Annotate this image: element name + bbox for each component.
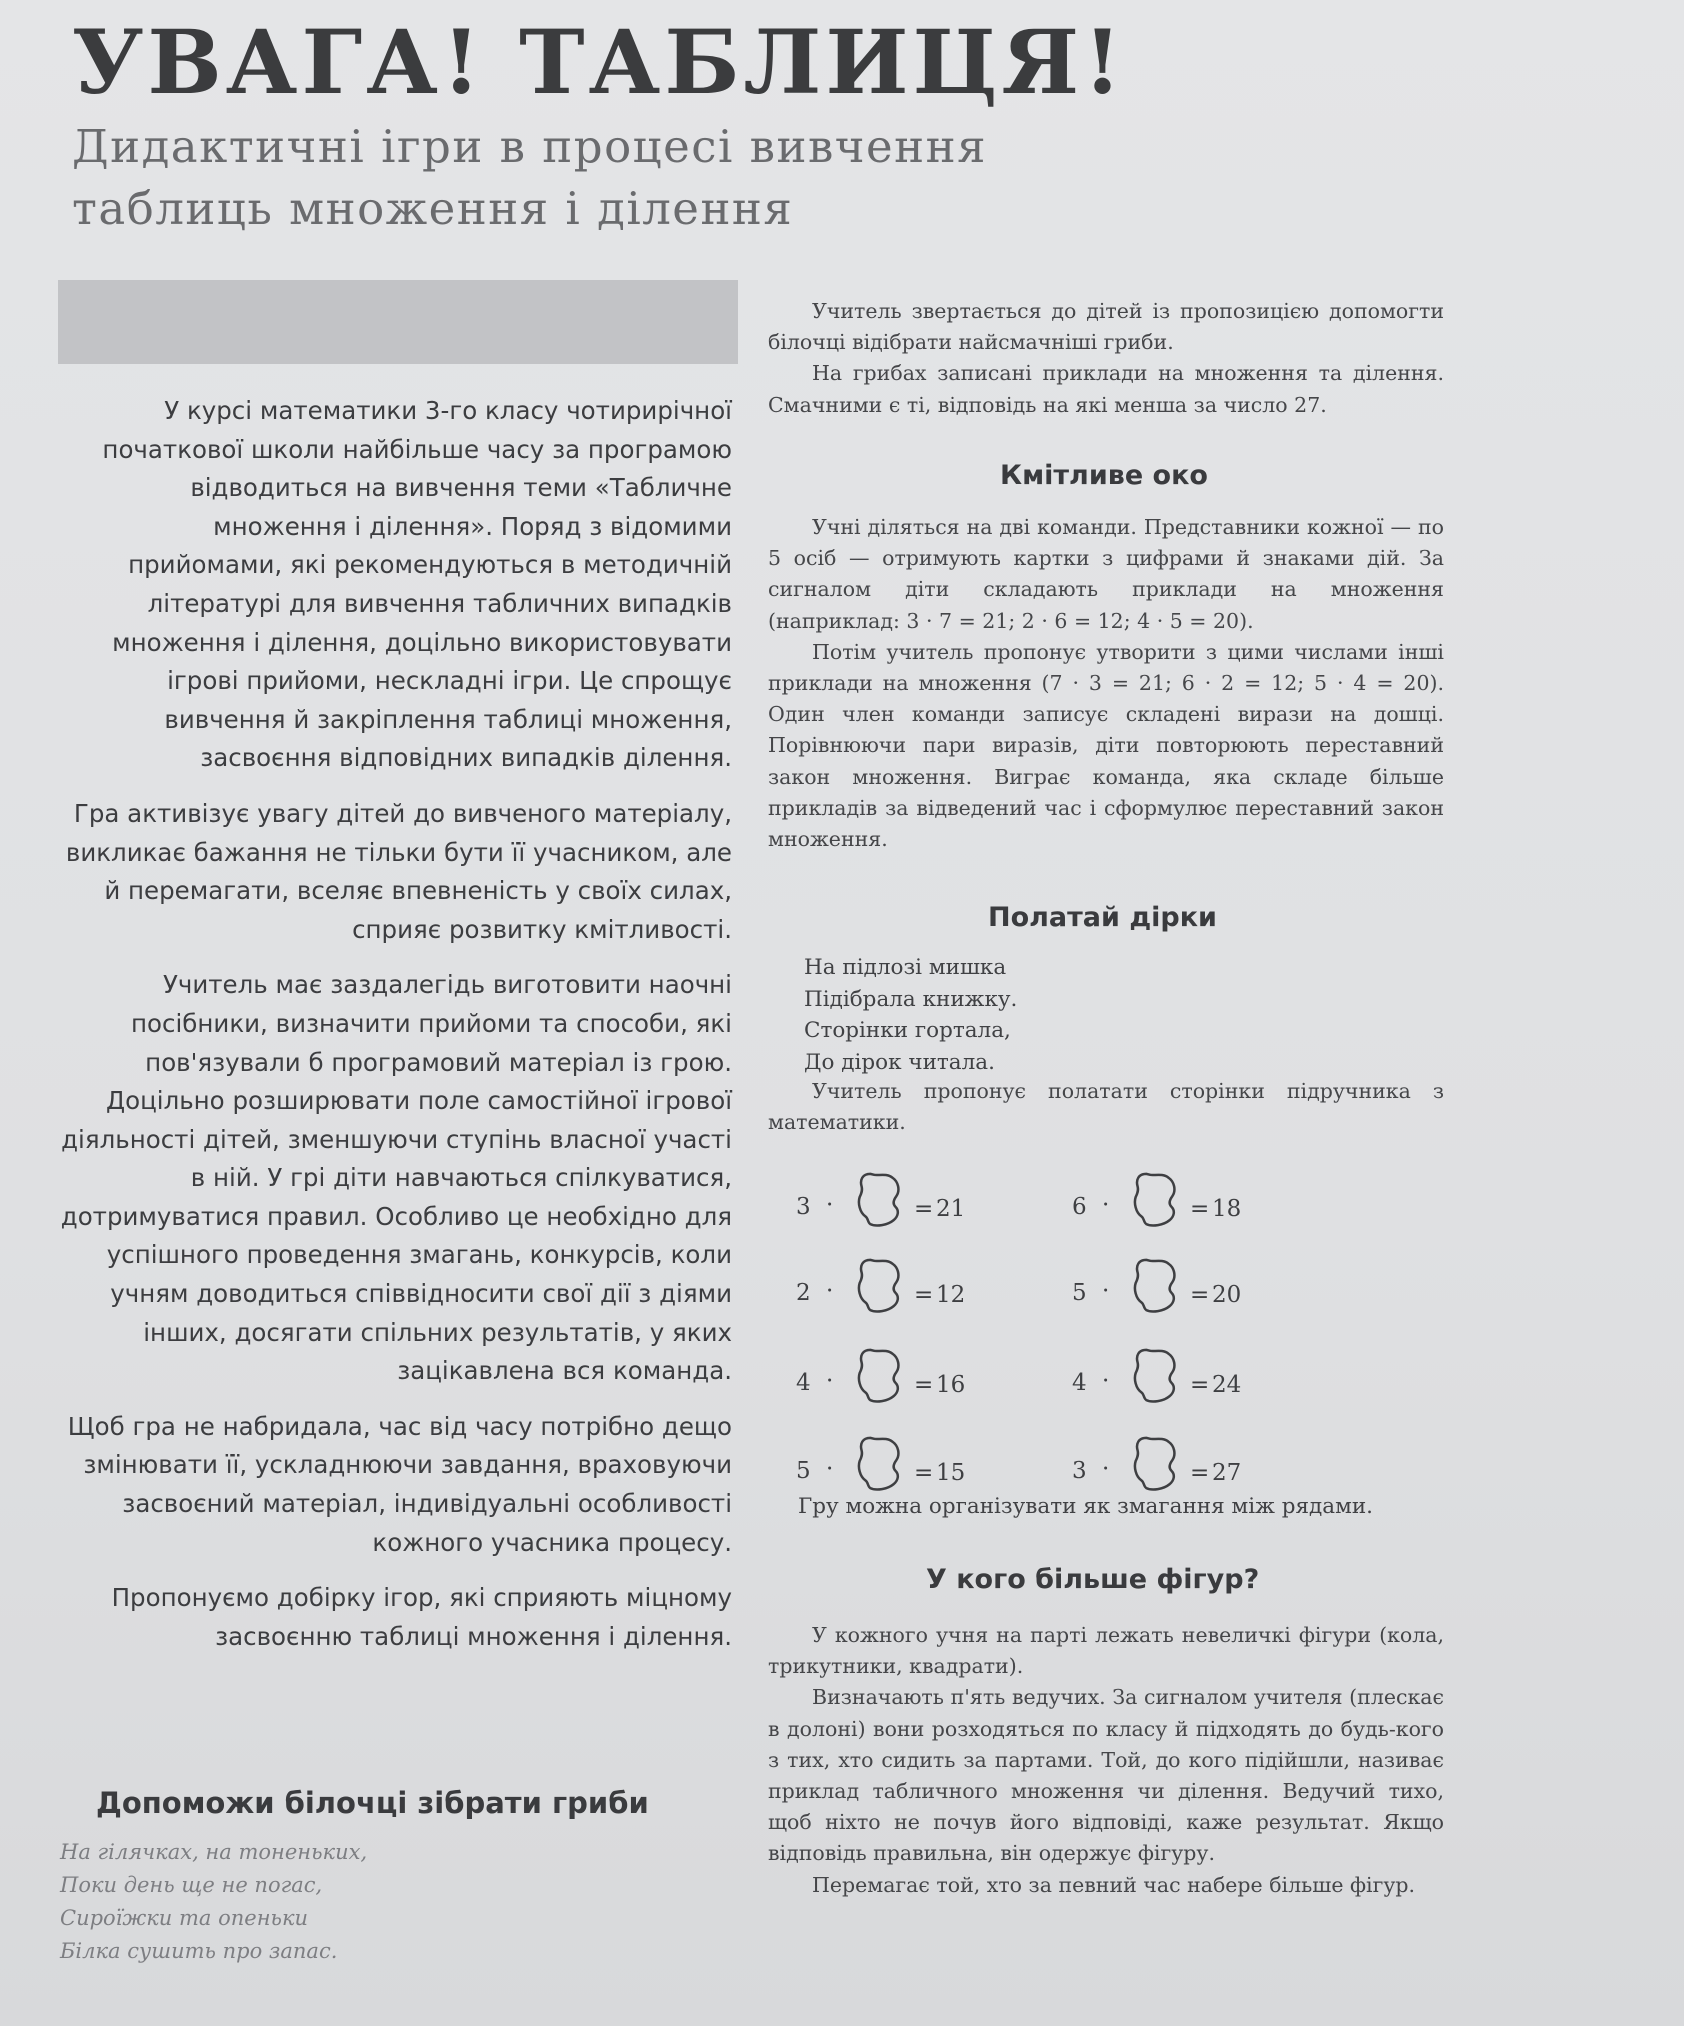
poem-line: Білка сушить про запас. — [60, 1939, 338, 1963]
intro-paragraph: Учитель має заздалегідь виготовити наочні посібники, визначити прийоми та способи, які пов'язували б програмовий матеріал із грою. Доцільно розширювати поле самостійної ігрової діяльності дітей, зменшуючи ступінь власної участі в ній. У грі діти навчаються спілкуватися, дотримуватися правил. Особливо це необхідно для успішного проведення змагань, конкурсів, коли учням доводиться співвідносити свої дії з діями інших, досягати спільних результатів, у яких зацікавлена вся команда. — [60, 970, 732, 1386]
holes-instruction — [768, 1076, 1444, 1138]
multiply-sign: · — [826, 1456, 834, 1482]
intro-text — [60, 392, 732, 1673]
multiply-sign: · — [1102, 1456, 1110, 1482]
poem-line: Сироїжки та опеньки — [60, 1906, 309, 1930]
squirrel-paragraph: Учитель звертається до дітей із пропозицією допомогти білочці відібрати найсмачніші гриби. — [768, 299, 1444, 355]
multiply-sign: · — [826, 1368, 834, 1394]
poem-line: Підібрала книжку. — [804, 986, 1018, 1012]
section-heading-holes: Полатай дірки — [988, 902, 1217, 933]
hole-icon — [1132, 1434, 1178, 1492]
example-factor: 4 — [796, 1370, 811, 1396]
intro-paragraph: Гра активізує увагу дітей до вивченого матеріалу, викликає бажання не тільки бути її учасником, але й перемагати, вселяє впевненість у своїх силах, сприяє розвитку кмітливості. — [65, 798, 732, 944]
multiplication-example — [1072, 1256, 1312, 1320]
example-factor: 6 — [1072, 1194, 1087, 1220]
equals-sign: = — [914, 1282, 934, 1308]
equals-sign: = — [914, 1372, 934, 1398]
intro-paragraph: Пропонуємо добірку ігор, які сприяють міцному засвоєнню таблиці множення і ділення. — [111, 1583, 732, 1651]
mouse-poem — [804, 952, 1424, 1078]
example-result: 12 — [936, 1282, 966, 1308]
figures-paragraph: Визначають п'ять ведучих. За сигналом учителя (плескає в долоні) вони розходяться по класу й підходять до будь-кого з тих, хто сидить за партами. Той, до кого підійшли, називає приклад табличного множення чи ділення. Ведучий тихо, щоб ніхто не почув його відповіді, каже результат. Якщо відповідь правильна, він одержує фігуру. — [768, 1685, 1444, 1866]
equals-sign: = — [1190, 1282, 1210, 1308]
figures-paragraph: У кожного учня на парті лежать невеличкі фігури (кола, трикутники, квадрати). — [768, 1623, 1444, 1679]
example-result: 21 — [936, 1196, 966, 1222]
eye-paragraph: Учні діляться на дві команди. Представники кожної — по 5 осіб — отримують картки з цифрами й знаками дій. За сигналом діти складають приклади на множення (наприклад: 3 · 7 = 21; 2 · 6 = 12; 4 · 5 = 20). — [768, 515, 1444, 633]
hole-icon — [856, 1170, 902, 1228]
multiplication-example — [796, 1256, 1036, 1320]
eye-paragraph: Потім учитель пропонує утворити з цими числами інші приклади на множення (7 · 3 = 21; 6 · 2 = 12; 5 · 4 = 20). Один член команди записує складені вирази на дошці. Порівнюючи пари виразів, діти повторюють переставний закон множення. Виграє команда, яка складе більше прикладів за відведений час і сформулює переставний закон множення. — [768, 639, 1444, 852]
equals-sign: = — [914, 1460, 934, 1486]
multiply-sign: · — [826, 1192, 834, 1218]
multiply-sign: · — [1102, 1278, 1110, 1304]
example-factor: 3 — [796, 1194, 811, 1220]
equals-sign: = — [1190, 1372, 1210, 1398]
page-title: УВАГА! ТАБЛИЦЯ! — [72, 10, 1126, 114]
multiplication-example — [796, 1170, 1036, 1234]
section-heading-eye: Кмітливе око — [1000, 460, 1208, 491]
example-factor: 4 — [1072, 1370, 1087, 1396]
section-heading-figures: У кого більше фігур? — [926, 1564, 1260, 1595]
example-result: 20 — [1212, 1282, 1242, 1308]
multiply-sign: · — [1102, 1192, 1110, 1218]
poem-line: До дірок читала. — [804, 1049, 995, 1075]
example-result: 16 — [936, 1372, 966, 1398]
hole-icon — [1132, 1346, 1178, 1404]
hole-icon — [1132, 1170, 1178, 1228]
multiplication-example — [796, 1346, 1036, 1410]
poem-line: Сторінки гортала, — [804, 1018, 1011, 1043]
redacted-author-block — [58, 280, 738, 364]
section-heading-squirrel: Допоможи білочці зібрати гриби — [96, 1786, 649, 1820]
multiply-sign: · — [1102, 1368, 1110, 1394]
poem-line: На гілячках, на тоненьких, — [60, 1840, 368, 1864]
hole-icon — [856, 1434, 902, 1492]
subtitle-line-1: Дидактичні ігри в процесі вивчення — [72, 120, 988, 173]
equals-sign: = — [1190, 1460, 1210, 1486]
multiplication-example — [1072, 1170, 1312, 1234]
squirrel-poem — [60, 1836, 480, 1968]
multiplication-example — [796, 1434, 1036, 1498]
example-factor: 2 — [796, 1280, 811, 1306]
example-result: 24 — [1212, 1372, 1242, 1398]
hole-icon — [856, 1346, 902, 1404]
hole-icon — [856, 1256, 902, 1314]
intro-paragraph: Щоб гра не набридала, час від часу потрібно дещо змінювати її, ускладнюючи завдання, враховуючи засвоєний матеріал, індивідуальні особливості кожного учасника процесу. — [67, 1411, 732, 1557]
example-result: 18 — [1212, 1196, 1242, 1222]
example-factor: 3 — [1072, 1458, 1087, 1484]
squirrel-game-text — [768, 296, 1444, 421]
poem-line: Поки день ще не погас, — [60, 1873, 323, 1897]
squirrel-paragraph: На грибах записані приклади на множення та ділення. Смачними є ті, відповідь на які менша за число 27. — [768, 361, 1444, 417]
figures-game-text — [768, 1620, 1444, 1901]
page-subtitle — [72, 116, 1052, 240]
figures-paragraph: Перемагає той, хто за певний час набере більше фігур. — [812, 1872, 1416, 1897]
example-factor: 5 — [796, 1458, 811, 1484]
multiply-sign: · — [826, 1278, 834, 1304]
eye-game-text — [768, 512, 1444, 855]
subtitle-line-2: таблиць множення і ділення — [72, 182, 794, 235]
example-result: 27 — [1212, 1460, 1242, 1486]
holes-instruction-text: Учитель пропонує полатати сторінки підручника з математики. — [768, 1079, 1444, 1135]
example-result: 15 — [936, 1460, 966, 1486]
intro-paragraph: У курсі математики 3-го класу чотирирічної початкової школи найбільше часу за програмою відводиться на вивчення теми «Табличне множення і ділення». Поряд з відомими прийомами, які рекомендуються в методичній літературі для вивчення табличних випадків множення і ділення, доцільно використовувати ігрові прийоми, нескладні ігри. Це спрощує вивчення й закріплення таблиці множення, засвоєння відповідних випадків ділення. — [102, 396, 732, 773]
equals-sign: = — [1190, 1196, 1210, 1222]
hole-icon — [1132, 1256, 1178, 1314]
multiplication-example — [1072, 1434, 1312, 1498]
multiplication-example — [1072, 1346, 1312, 1410]
equals-sign: = — [914, 1196, 934, 1222]
example-factor: 5 — [1072, 1280, 1087, 1306]
poem-line: На підлозі мишка — [804, 955, 1007, 980]
holes-note: Гру можна організувати як змагання між рядами. — [798, 1494, 1373, 1519]
